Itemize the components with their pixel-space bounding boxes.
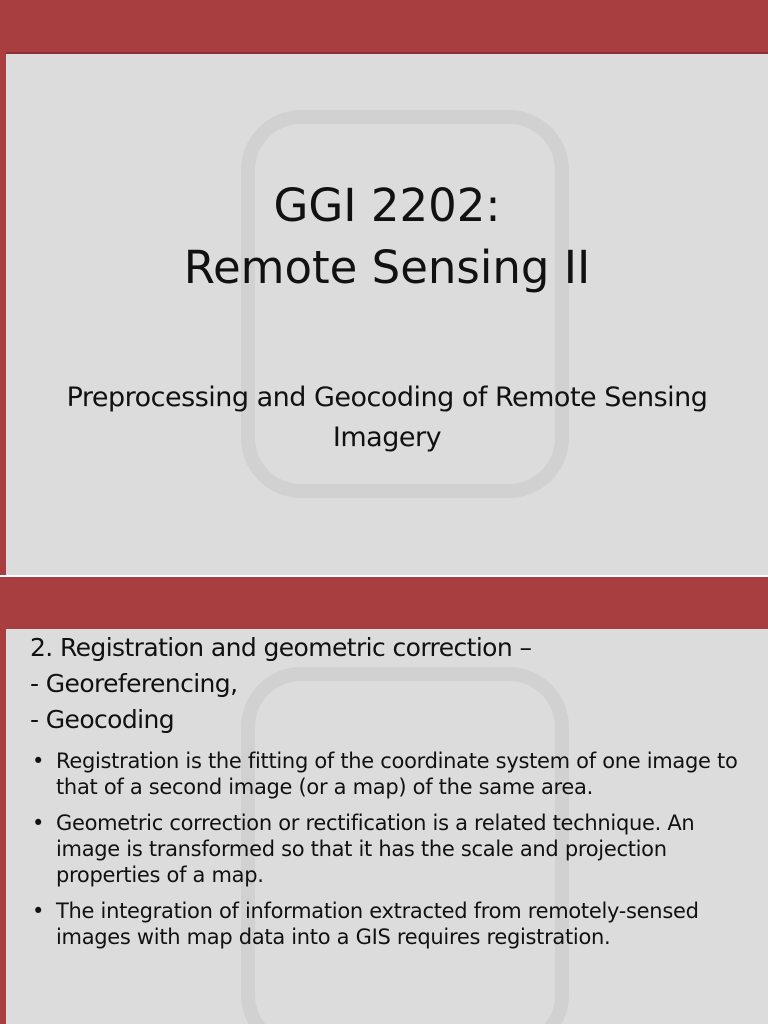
- title-course-code: GGI 2202:: [273, 179, 501, 232]
- slide-header-bar: [0, 577, 768, 629]
- heading-line: 2. Registration and geometric correction –: [30, 633, 532, 662]
- list-item: [30, 748, 738, 800]
- title-course-name: Remote Sensing II: [183, 241, 591, 294]
- bullet-text: Geometric correction or rectification is a related technique. An image is transformed so that it has the scale and projection properties of a map.: [56, 811, 695, 887]
- slide-subtitle: Preprocessing and Geocoding of Remote Sensing Imagery: [66, 382, 708, 453]
- slide-heading: [30, 630, 531, 738]
- bullet-icon: •: [32, 899, 45, 923]
- heading-line: - Georeferencing,: [30, 669, 238, 698]
- slide-title-text: [6, 175, 768, 299]
- bullet-icon: •: [32, 749, 45, 773]
- bullet-text: The integration of information extracted from remotely-sensed images with map data into a GIS requires registration.: [56, 899, 699, 949]
- slide-header-bar: [0, 0, 768, 54]
- bullet-icon: •: [32, 811, 45, 835]
- bullet-text: Registration is the fitting of the coordinate system of one image to that of a second image (or a map) of the same area.: [56, 749, 738, 799]
- list-item: [30, 810, 738, 888]
- list-item: [30, 898, 738, 950]
- heading-line: - Geocoding: [30, 705, 174, 734]
- bullet-list: [30, 748, 738, 960]
